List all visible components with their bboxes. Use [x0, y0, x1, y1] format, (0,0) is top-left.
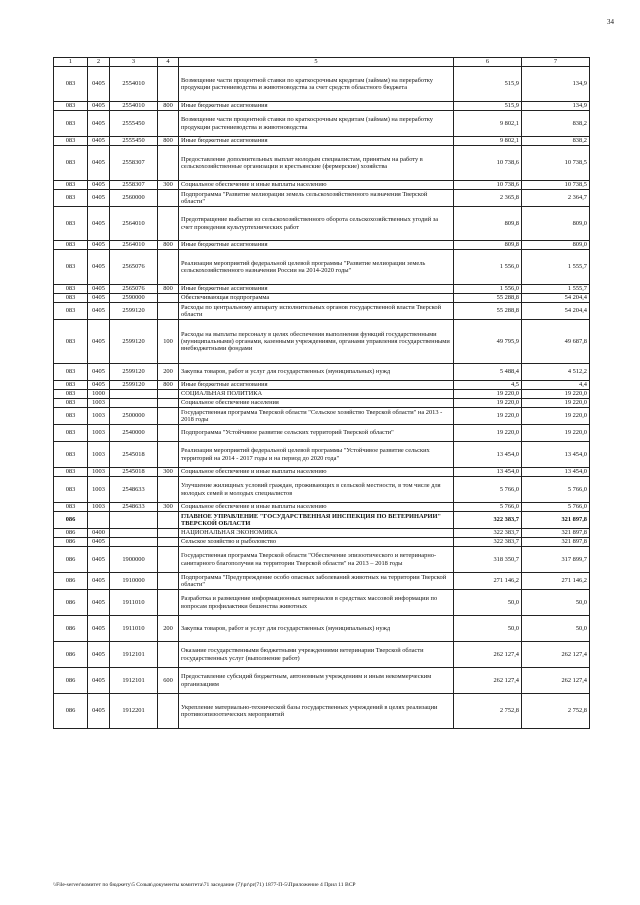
table-cell-c1: 083 [54, 399, 88, 408]
table-cell-c4: 100 [158, 320, 179, 364]
table-cell-c3 [110, 512, 158, 529]
table-cell-v6: 262 127,4 [454, 642, 522, 668]
table-cell-v7: 838,2 [522, 111, 590, 137]
table-cell-c3: 2540000 [110, 425, 158, 442]
table-cell-c3: 1912101 [110, 642, 158, 668]
table-cell-v6: 19 220,0 [454, 399, 522, 408]
table-cell-c1: 083 [54, 285, 88, 294]
table-cell-c1: 086 [54, 616, 88, 642]
table-cell-c2: 0405 [88, 190, 110, 207]
table-cell-c2: 0405 [88, 102, 110, 111]
table-cell-desc: Разработка и размещение информационных материалов в средствах массовой информации по вопросам профилактики бешенства животных [179, 590, 454, 616]
header-row [54, 58, 590, 67]
table-cell-c2: 0405 [88, 642, 110, 668]
table-cell-v7: 809,0 [522, 241, 590, 250]
table-row [54, 573, 590, 590]
table-cell-c1: 083 [54, 320, 88, 364]
table-cell-c4 [158, 250, 179, 285]
table-cell-c2: 0405 [88, 241, 110, 250]
table-cell-c2: 1003 [88, 468, 110, 477]
table-row [54, 285, 590, 294]
table-cell-v6: 10 738,6 [454, 181, 522, 190]
table-cell-v7: 13 454,0 [522, 442, 590, 468]
table-cell-desc: Государственная программа Тверской области "Сельское хозяйство Тверской области" на 2013 - 2018 годы [179, 408, 454, 425]
table-cell-c2: 0405 [88, 381, 110, 390]
table-cell-c3: 2554010 [110, 67, 158, 102]
table-cell-v6: 4,5 [454, 381, 522, 390]
table-cell-v7: 19 220,0 [522, 408, 590, 425]
table-cell-v6: 2 752,8 [454, 694, 522, 729]
table-cell-c3: 2545018 [110, 442, 158, 468]
table-cell-v7: 1 555,7 [522, 285, 590, 294]
table-cell-v7: 1 555,7 [522, 250, 590, 285]
table-cell-c4 [158, 390, 179, 399]
table-cell-c2: 0405 [88, 285, 110, 294]
table-cell-c1: 086 [54, 694, 88, 729]
table-cell-c4 [158, 442, 179, 468]
table-cell-c3: 1911010 [110, 590, 158, 616]
table-cell-v7: 10 738,5 [522, 181, 590, 190]
table-cell-c2: 0405 [88, 146, 110, 181]
table-row [54, 390, 590, 399]
table-row [54, 320, 590, 364]
table-cell-v6: 322 383,7 [454, 538, 522, 547]
table-cell-v6: 10 738,6 [454, 146, 522, 181]
table-cell-c3: 2560000 [110, 190, 158, 207]
table-row [54, 303, 590, 320]
table-cell-c1: 083 [54, 67, 88, 102]
table-cell-v6: 262 127,4 [454, 668, 522, 694]
table-cell-c1: 083 [54, 207, 88, 241]
table-cell-c2: 1003 [88, 399, 110, 408]
table-cell-v7: 317 899,7 [522, 547, 590, 573]
table-cell-c1: 086 [54, 538, 88, 547]
column-header: 6 [454, 58, 522, 67]
table-cell-c1: 083 [54, 477, 88, 503]
table-cell-c3 [110, 390, 158, 399]
table-cell-c4 [158, 399, 179, 408]
table-cell-desc: Иные бюджетные ассигнования [179, 241, 454, 250]
table-cell-v6: 515,9 [454, 67, 522, 102]
table-cell-v6: 9 802,1 [454, 137, 522, 146]
table-cell-c2: 0405 [88, 207, 110, 241]
table-cell-c3: 2548633 [110, 503, 158, 512]
table-cell-c2: 0405 [88, 303, 110, 320]
table-cell-c2: 0400 [88, 529, 110, 538]
table-cell-v6: 50,0 [454, 616, 522, 642]
column-header: 7 [522, 58, 590, 67]
table-cell-c1: 086 [54, 529, 88, 538]
table-row [54, 538, 590, 547]
table-cell-v7: 321 897,8 [522, 512, 590, 529]
table-cell-v6: 5 766,0 [454, 477, 522, 503]
table-cell-v7: 5 766,0 [522, 503, 590, 512]
table-cell-c4 [158, 573, 179, 590]
table-cell-v6: 19 220,0 [454, 408, 522, 425]
table-cell-c4 [158, 547, 179, 573]
table-cell-desc: Социальное обеспечение населения [179, 399, 454, 408]
table-cell-c1: 083 [54, 408, 88, 425]
table-cell-desc: Предоставление дополнительных выплат молодым специалистам, принятым на работу в сельскохозяйственные организации и крестьянские (фермерские) хозяйства [179, 146, 454, 181]
table-cell-v7: 262 127,4 [522, 668, 590, 694]
table-row [54, 146, 590, 181]
table-cell-c1: 083 [54, 241, 88, 250]
column-header: 4 [158, 58, 179, 67]
table-cell-c4 [158, 207, 179, 241]
table-cell-c2: 0405 [88, 111, 110, 137]
table-cell-c1: 083 [54, 190, 88, 207]
table-row [54, 590, 590, 616]
table-cell-v7: 5 766,0 [522, 477, 590, 503]
table-cell-c2: 0405 [88, 538, 110, 547]
table-cell-c1: 083 [54, 390, 88, 399]
table-cell-c4 [158, 190, 179, 207]
table-cell-c2: 1003 [88, 503, 110, 512]
table-cell-desc: Иные бюджетные ассигнования [179, 137, 454, 146]
table-cell-v6: 322 383,7 [454, 512, 522, 529]
table-cell-v7: 10 738,5 [522, 146, 590, 181]
table-cell-c1: 083 [54, 102, 88, 111]
table-cell-v7: 321 897,8 [522, 529, 590, 538]
table-cell-c2: 0405 [88, 694, 110, 729]
table-cell-c3: 2599120 [110, 364, 158, 381]
table-cell-desc: Предотвращение выбытия из сельскохозяйственного оборота сельскохозяйственных угодий за счет проведения культуртехнических работ [179, 207, 454, 241]
table-cell-v7: 2 752,8 [522, 694, 590, 729]
table-cell-c1: 086 [54, 642, 88, 668]
table-cell-c3: 2555450 [110, 111, 158, 137]
table-cell-v7: 134,9 [522, 67, 590, 102]
table-cell-desc: Сельское хозяйство и рыболовство [179, 538, 454, 547]
table-row [54, 512, 590, 529]
table-row [54, 503, 590, 512]
table-cell-desc: Иные бюджетные ассигнования [179, 381, 454, 390]
table-cell-v6: 271 146,2 [454, 573, 522, 590]
file-path-footer: \\File-server\комитет по бюджету\5 Созыв\документы комитета\71 заседание (7)\pr\pr(71) 1877-П-5\Приложение 4 Прил 11 ВСР [53, 882, 356, 888]
table-cell-v6: 50,0 [454, 590, 522, 616]
table-cell-c2: 0405 [88, 668, 110, 694]
table-cell-desc: Возмещение части процентной ставки по краткосрочным кредитам (займам) на переработку продукции растениеводства и животноводства за счет средств областного бюджета [179, 67, 454, 102]
table-cell-v6: 9 802,1 [454, 111, 522, 137]
table-cell-v7: 13 454,0 [522, 468, 590, 477]
table-cell-desc: Реализация мероприятий федеральной целевой программы "Устойчивое развитие сельских территорий на 2014 - 2017 годы и на период до 2020 года" [179, 442, 454, 468]
table-cell-c3: 2599120 [110, 381, 158, 390]
table-cell-c3: 2500000 [110, 408, 158, 425]
table-cell-c3: 2555450 [110, 137, 158, 146]
table-cell-v6: 19 220,0 [454, 390, 522, 399]
table-cell-desc: Закупка товаров, работ и услуг для государственных (муниципальных) нужд [179, 364, 454, 381]
table-cell-v7: 19 220,0 [522, 399, 590, 408]
table-cell-desc: Подпрограмма "Устойчивое развитие сельских территорий Тверской области" [179, 425, 454, 442]
budget-table [53, 57, 590, 729]
table-cell-c1: 086 [54, 590, 88, 616]
table-cell-desc: Возмещение части процентной ставки по краткосрочным кредитам (займам) на переработку продукции растениеводства и животноводства [179, 111, 454, 137]
table-cell-c1: 083 [54, 425, 88, 442]
table-row [54, 67, 590, 102]
table-cell-c3: 2599120 [110, 320, 158, 364]
table-cell-c2: 1000 [88, 390, 110, 399]
table-cell-c4: 200 [158, 364, 179, 381]
column-header: 5 [179, 58, 454, 67]
table-cell-v6: 322 383,7 [454, 529, 522, 538]
table-cell-c2: 0405 [88, 181, 110, 190]
table-row [54, 364, 590, 381]
table-cell-v6: 515,9 [454, 102, 522, 111]
table-cell-c1: 086 [54, 547, 88, 573]
table-cell-desc: Иные бюджетные ассигнования [179, 102, 454, 111]
table-cell-c3: 1912201 [110, 694, 158, 729]
table-cell-c2 [88, 512, 110, 529]
table-cell-c2: 0405 [88, 67, 110, 102]
table-cell-c3: 1912101 [110, 668, 158, 694]
table-row [54, 102, 590, 111]
table-cell-desc: Расходы по центральному аппарату исполнительных органов государственной власти Тверской области [179, 303, 454, 320]
table-cell-c3: 2548633 [110, 477, 158, 503]
table-cell-c1: 086 [54, 573, 88, 590]
table-cell-desc: Укрепление материально-технической базы государственных учреждений в целях реализации противоэпизоотических мероприятий [179, 694, 454, 729]
table-cell-c4 [158, 590, 179, 616]
table-row [54, 399, 590, 408]
table-row [54, 616, 590, 642]
table-cell-c1: 083 [54, 303, 88, 320]
table-cell-c4: 600 [158, 668, 179, 694]
table-cell-v7: 262 127,4 [522, 642, 590, 668]
table-cell-desc: Оказание государственными бюджетными учреждениями ветеринарии Тверской области государственных услуг (выполнение работ) [179, 642, 454, 668]
table-row [54, 111, 590, 137]
table-row [54, 241, 590, 250]
table-cell-v7: 271 146,2 [522, 573, 590, 590]
table-cell-c1: 083 [54, 146, 88, 181]
table-cell-c1: 083 [54, 250, 88, 285]
table-cell-c4: 800 [158, 381, 179, 390]
table-cell-c4: 800 [158, 102, 179, 111]
table-cell-desc: Расходы на выплаты персоналу в целях обеспечения выполнения функций государственными (муниципальными) органами, казенными учреждениями, органами управления государственными внебюджетными фондами [179, 320, 454, 364]
table-cell-c4: 800 [158, 241, 179, 250]
table-cell-c4 [158, 477, 179, 503]
table-cell-c4 [158, 512, 179, 529]
table-cell-c4 [158, 67, 179, 102]
table-cell-v7: 50,0 [522, 616, 590, 642]
table-cell-c3: 2558307 [110, 146, 158, 181]
table-cell-v6: 2 365,8 [454, 190, 522, 207]
table-cell-c1: 083 [54, 364, 88, 381]
table-cell-c3: 2564010 [110, 207, 158, 241]
table-row [54, 425, 590, 442]
table-row [54, 381, 590, 390]
table-cell-v6: 49 795,9 [454, 320, 522, 364]
table-row [54, 468, 590, 477]
table-cell-v6: 19 220,0 [454, 425, 522, 442]
table-cell-c1: 083 [54, 442, 88, 468]
table-cell-c2: 0405 [88, 294, 110, 303]
table-cell-c2: 0405 [88, 364, 110, 381]
table-row [54, 529, 590, 538]
table-cell-v6: 55 288,8 [454, 303, 522, 320]
table-cell-c1: 083 [54, 468, 88, 477]
table-row [54, 137, 590, 146]
table-cell-c4 [158, 111, 179, 137]
table-cell-c3: 1900000 [110, 547, 158, 573]
table-cell-desc: НАЦИОНАЛЬНАЯ ЭКОНОМИКА [179, 529, 454, 538]
table-cell-desc: Социальное обеспечение и иные выплаты населению [179, 181, 454, 190]
table-cell-c2: 0405 [88, 590, 110, 616]
table-cell-desc: Иные бюджетные ассигнования [179, 285, 454, 294]
table-cell-v7: 54 204,4 [522, 294, 590, 303]
table-cell-c4: 800 [158, 137, 179, 146]
table-cell-c1: 086 [54, 668, 88, 694]
table-cell-desc: Предоставление субсидий бюджетным, автономным учреждениям и иным некоммерческим организациям [179, 668, 454, 694]
table-cell-v6: 1 556,0 [454, 285, 522, 294]
table-cell-v7: 49 687,8 [522, 320, 590, 364]
table-cell-c1: 083 [54, 111, 88, 137]
table-cell-c2: 1003 [88, 408, 110, 425]
column-header: 1 [54, 58, 88, 67]
table-cell-c2: 0405 [88, 320, 110, 364]
table-row [54, 694, 590, 729]
table-cell-v6: 5 488,4 [454, 364, 522, 381]
table-cell-v7: 838,2 [522, 137, 590, 146]
table-cell-c2: 0405 [88, 137, 110, 146]
table-cell-desc: ГЛАВНОЕ УПРАВЛЕНИЕ "ГОСУДАРСТВЕННАЯ ИНСПЕКЦИЯ ПО ВЕТЕРИНАРИИ" ТВЕРСКОЙ ОБЛАСТИ [179, 512, 454, 529]
table-cell-c4 [158, 538, 179, 547]
table-cell-desc: Улучшение жилищных условий граждан, проживающих в сельской местности, в том числе для молодых семей и молодых специалистов [179, 477, 454, 503]
column-header: 3 [110, 58, 158, 67]
table-row [54, 547, 590, 573]
table-cell-c3: 2564010 [110, 241, 158, 250]
table-row [54, 294, 590, 303]
table-row [54, 477, 590, 503]
table-cell-c4 [158, 642, 179, 668]
table-cell-v7: 2 364,7 [522, 190, 590, 207]
table-row [54, 207, 590, 241]
table-cell-v6: 1 556,0 [454, 250, 522, 285]
table-cell-c4: 300 [158, 181, 179, 190]
table-cell-c4: 200 [158, 616, 179, 642]
table-row [54, 181, 590, 190]
table-cell-desc: Закупка товаров, работ и услуг для государственных (муниципальных) нужд [179, 616, 454, 642]
table-cell-v6: 13 454,0 [454, 442, 522, 468]
table-cell-c1: 083 [54, 181, 88, 190]
table-cell-c3: 2558307 [110, 181, 158, 190]
table-cell-desc: СОЦИАЛЬНАЯ ПОЛИТИКА [179, 390, 454, 399]
table-cell-c4: 300 [158, 468, 179, 477]
table-cell-v6: 13 454,0 [454, 468, 522, 477]
table-cell-c4: 800 [158, 285, 179, 294]
table-cell-c4 [158, 408, 179, 425]
table-cell-c3: 2554010 [110, 102, 158, 111]
table-cell-c2: 0405 [88, 573, 110, 590]
page-number: 34 [607, 18, 614, 26]
table-cell-desc: Реализация мероприятий федеральной целевой программы "Развитие мелиорации земель сельскохозяйственного назначения России на 2014-2020 годы" [179, 250, 454, 285]
table-body [54, 67, 590, 729]
table-cell-c3: 1911010 [110, 616, 158, 642]
table-row [54, 442, 590, 468]
column-header: 2 [88, 58, 110, 67]
table-cell-c4 [158, 694, 179, 729]
table-cell-desc: Государственная программа Тверской области "Обеспечение эпизоотического и ветеринарно-санитарного благополучия на территории Тверской области" на 2013 – 2018 годы [179, 547, 454, 573]
table-cell-c3 [110, 399, 158, 408]
table-cell-v7: 809,0 [522, 207, 590, 241]
table-cell-c4 [158, 146, 179, 181]
table-cell-c2: 1003 [88, 442, 110, 468]
table-cell-v7: 134,9 [522, 102, 590, 111]
table-cell-v7: 4,4 [522, 381, 590, 390]
table-cell-v7: 4 512,2 [522, 364, 590, 381]
table-cell-desc: Обеспечивающая подпрограмма [179, 294, 454, 303]
table-cell-v7: 321 897,8 [522, 538, 590, 547]
table-cell-v6: 809,8 [454, 207, 522, 241]
table-cell-c4 [158, 303, 179, 320]
table-cell-c3: 2565076 [110, 250, 158, 285]
table-cell-v6: 318 350,7 [454, 547, 522, 573]
table-cell-c3: 2545018 [110, 468, 158, 477]
table-cell-c4 [158, 425, 179, 442]
table-cell-c3 [110, 529, 158, 538]
table-row [54, 642, 590, 668]
table-cell-c2: 1003 [88, 425, 110, 442]
table-cell-c1: 083 [54, 294, 88, 303]
table-cell-c4: 300 [158, 503, 179, 512]
table-cell-c3: 2599120 [110, 303, 158, 320]
table-cell-v7: 19 220,0 [522, 390, 590, 399]
table-cell-c2: 0405 [88, 547, 110, 573]
table-cell-c1: 083 [54, 503, 88, 512]
table-cell-c3: 1910000 [110, 573, 158, 590]
table-row [54, 250, 590, 285]
table-cell-c3: 2565076 [110, 285, 158, 294]
table-cell-v6: 5 766,0 [454, 503, 522, 512]
table-cell-c4 [158, 529, 179, 538]
table-cell-c3: 2590000 [110, 294, 158, 303]
table-cell-c3 [110, 538, 158, 547]
table-row [54, 668, 590, 694]
table-row [54, 190, 590, 207]
table-cell-c1: 086 [54, 512, 88, 529]
table-cell-c1: 083 [54, 137, 88, 146]
table-cell-c2: 1003 [88, 477, 110, 503]
table-cell-c4 [158, 294, 179, 303]
table-cell-c1: 083 [54, 381, 88, 390]
table-cell-v7: 19 220,0 [522, 425, 590, 442]
table-cell-v7: 54 204,4 [522, 303, 590, 320]
table-cell-v6: 809,8 [454, 241, 522, 250]
table-cell-v7: 50,0 [522, 590, 590, 616]
table-cell-desc: Социальное обеспечение и иные выплаты населению [179, 468, 454, 477]
table-cell-desc: Подпрограмма "Развитие мелиорации земель сельскохозяйственного назначения Тверской области" [179, 190, 454, 207]
table-cell-desc: Подпрограмма "Предупреждение особо опасных заболеваний животных на территории Тверской области" [179, 573, 454, 590]
table-row [54, 408, 590, 425]
table-cell-desc: Социальное обеспечение и иные выплаты населению [179, 503, 454, 512]
table-cell-c2: 0405 [88, 250, 110, 285]
table-cell-v6: 55 288,8 [454, 294, 522, 303]
table-cell-c2: 0405 [88, 616, 110, 642]
